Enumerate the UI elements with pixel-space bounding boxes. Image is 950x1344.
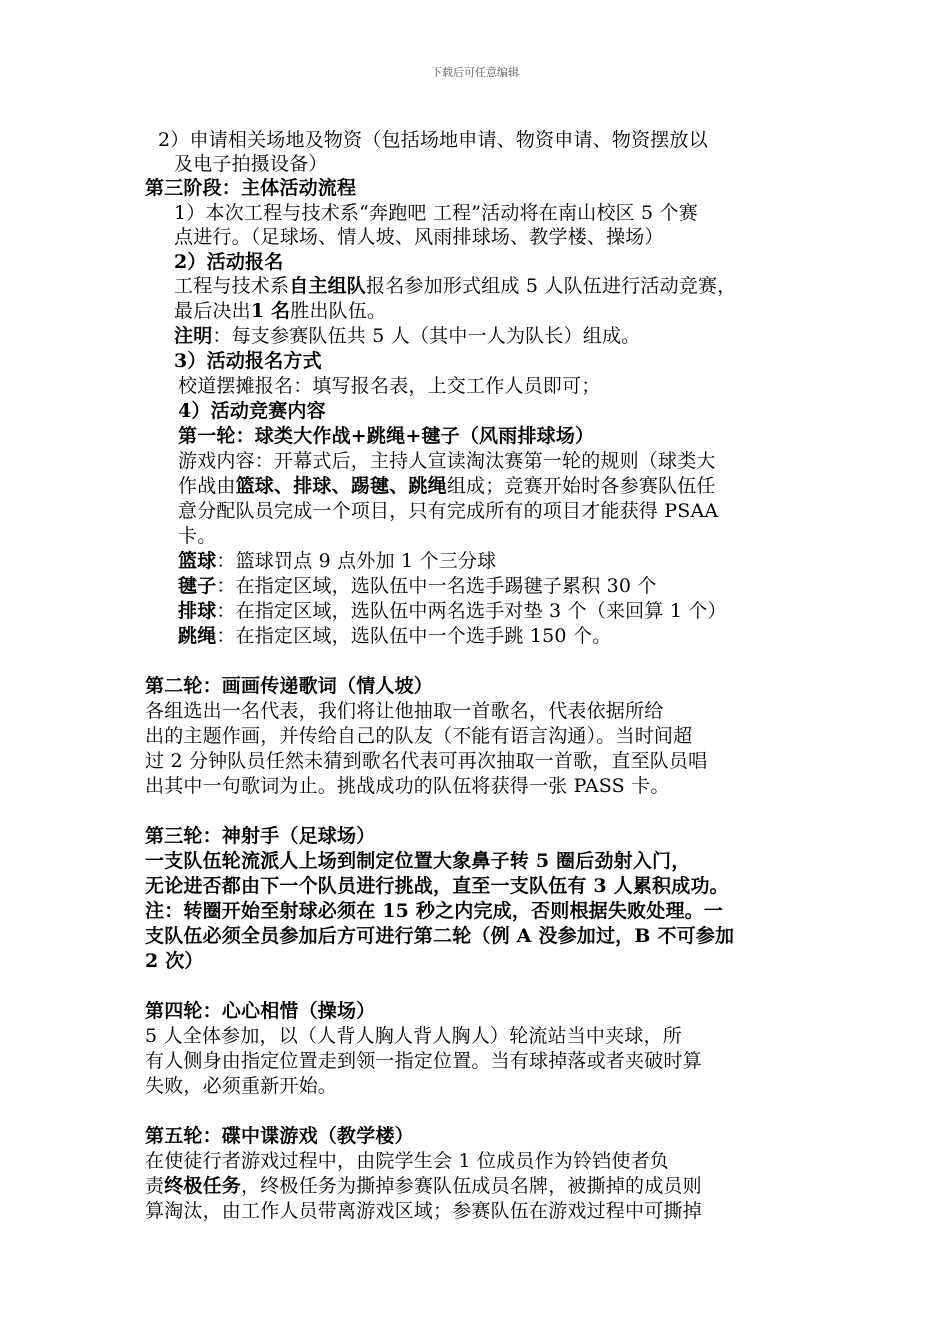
- bold-text: 篮球: [178, 550, 217, 572]
- text-line: [145, 749, 707, 773]
- text-run: 失败，必须重新开始。: [145, 1075, 338, 1097]
- bold-text: 无论进否都由下一个队员进行挑战，直至一支队伍有 3 人累积成功。: [145, 875, 729, 897]
- bold-text: 支队伍必须全员参加后方可进行第二轮（例 A 没参加过，B 不可参加: [145, 925, 735, 947]
- text-run: 卡。: [178, 525, 217, 547]
- text-run: ：每支参赛队伍共 5 人（其中一人为队长）组成。: [212, 325, 641, 347]
- text-line: [145, 1199, 702, 1223]
- text-run: 有人侧身由指定位置走到领一指定位置。当有球掉落或者夹破时算: [145, 1050, 702, 1072]
- text-line: [178, 449, 716, 473]
- text-line: [178, 424, 594, 448]
- text-run: 最后决出: [174, 300, 251, 322]
- bold-text: 第四轮：心心相惜（操场）: [145, 1000, 376, 1022]
- bold-text: 排球: [178, 600, 217, 622]
- text-run: 过 2 分钟队员任然未猜到歌名代表可再次抽取一首歌，直至队员唱: [145, 750, 708, 772]
- text-line: [178, 574, 657, 598]
- bold-text: 终极任务: [164, 1175, 242, 1197]
- text-line: [178, 624, 611, 648]
- bold-text: 毽子: [178, 575, 217, 597]
- text-run: 5 人全体参加，以（人背人胸人背人胸人）轮流站当中夹球，所: [145, 1025, 682, 1047]
- text-line: [174, 299, 386, 323]
- text-line: [145, 874, 729, 898]
- text-run: 出的主题作画，并传给自己的队友（不能有语言沟通）。当时间超: [145, 725, 693, 747]
- text-run: 在使徒行者游戏过程中，由院学生会 1 位成员作为铃铛使者负: [145, 1150, 669, 1172]
- text-run: 游戏内容：开幕式后，主持人宣读淘汰赛第一轮的规则（球类大: [178, 450, 716, 472]
- text-run: ：在指定区域，选队伍中一名选手踢毽子累积 30 个: [216, 575, 657, 597]
- bold-text: 一支队伍轮流派人上场到制定位置大象鼻子转 5 圈后劲射入门，: [145, 850, 691, 872]
- text-run: 各组选出一名代表，我们将让他抽取一首歌名，代表依据所给: [145, 700, 664, 722]
- text-line: [145, 1124, 414, 1148]
- text-run: 校道摆摊报名：填写报名表，上交工作人员即可；: [178, 375, 601, 397]
- text-line: [174, 349, 322, 373]
- text-line: [174, 324, 640, 348]
- text-run: 算淘汰，由工作人员带离游戏区域；参赛队伍在游戏过程中可撕掉: [145, 1200, 702, 1222]
- text-line: [174, 274, 736, 298]
- text-run: 及电子拍摄设备）: [174, 153, 328, 175]
- text-run: 报名参加形式组成 5 人队伍进行活动竞赛，: [366, 275, 737, 297]
- text-line: [145, 176, 356, 200]
- bold-text: 自主组队: [289, 275, 367, 297]
- text-line: [145, 924, 734, 948]
- bold-text: 篮球、排球、踢毽、跳绳: [235, 475, 447, 497]
- text-line: [145, 949, 204, 973]
- bold-text: 第一轮：球类大作战+跳绳+毽子（风雨排球场）: [178, 425, 595, 447]
- text-run: 责: [145, 1175, 165, 1197]
- text-line: [178, 549, 496, 573]
- page-header: 下载后可任意编辑: [431, 66, 519, 79]
- text-run: ：篮球罚点 9 点外加 1 个三分球: [216, 550, 497, 572]
- text-line: [145, 824, 375, 848]
- text-line: [174, 201, 698, 225]
- bold-text: 跳绳: [178, 625, 217, 647]
- text-line: [174, 250, 283, 274]
- text-line: [145, 699, 663, 723]
- bold-text: 2 次）: [145, 950, 204, 972]
- text-run: 1）本次工程与技术系“奔跑吧 工程”活动将在南山校区 5 个赛: [174, 202, 698, 224]
- bold-text: 第二轮：画画传递歌词（情人坡）: [145, 675, 434, 697]
- text-line: [174, 225, 664, 249]
- text-line: [174, 152, 328, 176]
- bold-text: 第五轮：碟中谍游戏（教学楼）: [145, 1125, 414, 1147]
- bold-text: 1 名: [250, 300, 291, 322]
- text-line: [145, 999, 375, 1023]
- text-line: [145, 774, 670, 798]
- bold-text: 4）活动竞赛内容: [178, 400, 326, 422]
- text-line: [178, 524, 216, 548]
- text-line: [145, 674, 433, 698]
- text-line: [145, 1149, 669, 1173]
- text-run: 出其中一句歌词为止。挑战成功的队伍将获得一张 PASS 卡。: [145, 775, 670, 797]
- text-line: [178, 599, 727, 623]
- text-line: [145, 1049, 702, 1073]
- text-run: 2）申请相关场地及物资（包括场地申请、物资申请、物资摆放以: [158, 129, 708, 151]
- text-line: [178, 374, 600, 398]
- bold-text: 第三阶段：主体活动流程: [145, 177, 357, 199]
- text-line: [178, 399, 326, 423]
- bold-text: 注明: [174, 325, 213, 347]
- text-line: [145, 1074, 337, 1098]
- text-run: 点进行。（足球场、情人坡、风雨排球场、教学楼、操场）: [174, 226, 664, 248]
- text-line: [158, 128, 708, 152]
- bold-text: 第三轮：神射手（足球场）: [145, 825, 376, 847]
- text-line: [178, 499, 718, 523]
- text-line: [145, 899, 723, 923]
- text-line: [145, 1024, 682, 1048]
- bold-text: 2）活动报名: [174, 251, 284, 273]
- text-run: 作战由: [178, 475, 236, 497]
- text-run: ，终极任务为撕掉参赛队伍成员名牌，被撕掉的成员则: [241, 1175, 702, 1197]
- text-run: 胜出队伍。: [290, 300, 387, 322]
- text-line: [145, 849, 690, 873]
- text-run: ：在指定区域，选队伍中两名选手对垫 3 个（来回算 1 个）: [216, 600, 727, 622]
- text-line: [178, 474, 716, 498]
- text-line: [145, 724, 692, 748]
- text-line: [145, 1174, 702, 1198]
- bold-text: 3）活动报名方式: [174, 350, 322, 372]
- text-run: 意分配队员完成一个项目，只有完成所有的项目才能获得 PSAA: [178, 500, 719, 522]
- text-run: 组成；竞赛开始时各参赛队伍任: [446, 475, 716, 497]
- text-run: ：在指定区域，选队伍中一个选手跳 150 个。: [216, 625, 612, 647]
- text-run: 工程与技术系: [174, 275, 290, 297]
- bold-text: 注：转圈开始至射球必须在 15 秒之内完成，否则根据失败处理。一: [145, 900, 724, 922]
